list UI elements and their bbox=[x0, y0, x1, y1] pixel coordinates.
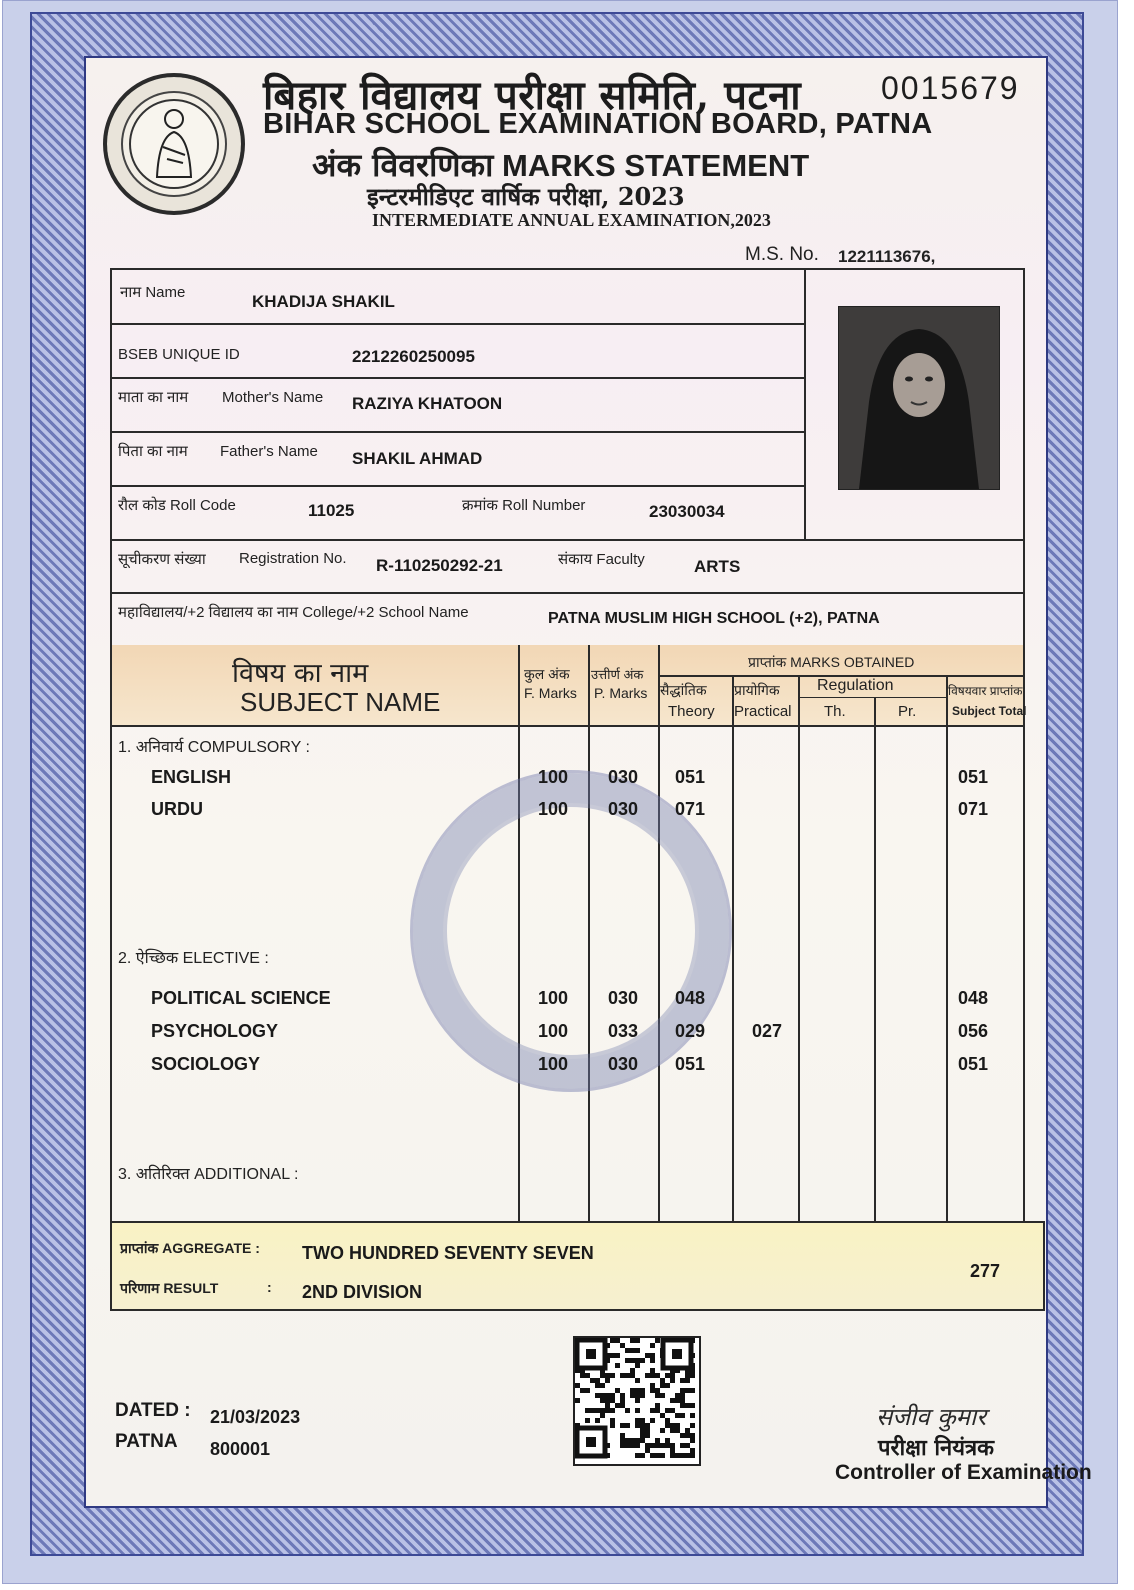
subject-total-cell: 048 bbox=[958, 988, 989, 1008]
subject-pass-cell: 030 bbox=[608, 799, 639, 819]
compulsory-section-label: 1. अनिवार्य COMPULSORY : bbox=[118, 739, 310, 756]
registration-label-hindi: सूचीकरण संख्या bbox=[118, 551, 206, 568]
uid-value: 2212260250095 bbox=[352, 347, 475, 366]
subject-total-cell: 056 bbox=[958, 1021, 989, 1041]
faculty-label: संकाय Faculty bbox=[558, 551, 645, 568]
regulation-practical-header: Pr. bbox=[898, 703, 917, 720]
controller-title-hindi: परीक्षा नियंत्रक bbox=[878, 1435, 995, 1461]
subject-pass-cell: 030 bbox=[608, 1054, 639, 1074]
subject-header-english: SUBJECT NAME bbox=[240, 687, 441, 717]
subject-full-cell: 100 bbox=[538, 767, 569, 787]
date-value: 21/03/2023 bbox=[210, 1407, 301, 1427]
controller-title-english: Controller of Examination bbox=[835, 1461, 1092, 1484]
practical-header-hindi: प्रायोगिक bbox=[734, 682, 780, 698]
subject-theory-cell: 051 bbox=[675, 767, 706, 787]
subject-name-cell: POLITICAL SCIENCE bbox=[151, 988, 331, 1008]
exam-title-english: INTERMEDIATE ANNUAL EXAMINATION,2023 bbox=[372, 210, 771, 230]
subject-full-cell: 100 bbox=[538, 1054, 569, 1074]
pass-marks-header-english: P. Marks bbox=[594, 685, 648, 701]
faculty-value: ARTS bbox=[694, 557, 741, 576]
subject-full-cell: 100 bbox=[538, 799, 569, 819]
ms-no-value: 1221113676, bbox=[838, 247, 936, 266]
subject-total-header-hindi: विषयवार प्राप्तांक bbox=[948, 684, 1023, 698]
subject-pass-cell: 030 bbox=[608, 767, 639, 787]
mother-label-english: Mother's Name bbox=[222, 389, 324, 406]
subject-theory-cell: 071 bbox=[675, 799, 706, 819]
qr-code bbox=[573, 1336, 701, 1466]
place-label: PATNA bbox=[115, 1431, 178, 1452]
theory-header-hindi: सैद्धांतिक bbox=[660, 682, 707, 698]
subject-name-cell: SOCIOLOGY bbox=[151, 1054, 261, 1074]
full-marks-header-hindi: कुल अंक bbox=[524, 666, 570, 682]
subject-pass-cell: 030 bbox=[608, 988, 639, 1008]
marks-obtained-header: प्राप्तांक MARKS OBTAINED bbox=[748, 654, 915, 670]
subject-full-cell: 100 bbox=[538, 1021, 569, 1041]
college-name: PATNA MUSLIM HIGH SCHOOL (+2), PATNA bbox=[548, 610, 880, 627]
subject-theory-cell: 048 bbox=[675, 988, 706, 1008]
regulation-theory-header: Th. bbox=[824, 703, 846, 720]
board-seal-logo bbox=[103, 73, 245, 215]
ms-no-label: M.S. No. bbox=[745, 244, 819, 265]
subject-name-cell: ENGLISH bbox=[151, 767, 232, 787]
result-label: परिणाम RESULT bbox=[120, 1280, 219, 1296]
uid-label: BSEB UNIQUE ID bbox=[118, 346, 240, 363]
full-marks-header-english: F. Marks bbox=[524, 685, 577, 701]
subject-full-cell: 100 bbox=[538, 988, 569, 1008]
registration-number: R-110250292-21 bbox=[376, 556, 503, 575]
student-name: KHADIJA SHAKIL bbox=[252, 292, 395, 311]
mother-name: RAZIYA KHATOON bbox=[352, 394, 503, 413]
dated-label: DATED : bbox=[115, 1400, 191, 1421]
aggregate-words: TWO HUNDRED SEVENTY SEVEN bbox=[302, 1243, 594, 1263]
practical-header-english: Practical bbox=[734, 703, 792, 720]
subject-header-hindi: विषय का नाम bbox=[232, 658, 369, 689]
father-name: SHAKIL AHMAD bbox=[352, 449, 483, 468]
theory-header-english: Theory bbox=[668, 703, 715, 720]
subject-practical-cell: 027 bbox=[752, 1021, 783, 1041]
subject-total-cell: 051 bbox=[958, 1054, 989, 1074]
statement-title-english: MARKS STATEMENT bbox=[502, 148, 810, 183]
aggregate-total: 277 bbox=[970, 1261, 1001, 1281]
controller-signature: संजीव कुमार bbox=[876, 1403, 987, 1431]
subject-name-cell: PSYCHOLOGY bbox=[151, 1021, 279, 1041]
aggregate-label: प्राप्तांक AGGREGATE : bbox=[120, 1240, 260, 1256]
elective-section-label: 2. ऐच्छिक ELECTIVE : bbox=[118, 950, 269, 967]
statement-title-hindi: अंक विवरणिका bbox=[312, 146, 494, 184]
subject-total-header-english: Subject Total bbox=[952, 704, 1027, 718]
aggregate-box bbox=[110, 1221, 1045, 1311]
roll-number-label: क्रमांक Roll Number bbox=[462, 497, 586, 514]
subject-theory-cell: 051 bbox=[675, 1054, 706, 1074]
father-label-hindi: पिता का नाम bbox=[118, 443, 188, 460]
result-value: 2ND DIVISION bbox=[302, 1282, 423, 1302]
result-colon: : bbox=[267, 1279, 272, 1295]
subject-pass-cell: 033 bbox=[608, 1021, 639, 1041]
exam-title-hindi: इन्टरमीडिएट वार्षिक परीक्षा, 2023 bbox=[367, 182, 685, 211]
pass-marks-header-hindi: उत्तीर्ण अंक bbox=[591, 667, 644, 682]
subject-theory-cell: 029 bbox=[675, 1021, 706, 1041]
registration-label-english: Registration No. bbox=[239, 550, 347, 567]
father-label-english: Father's Name bbox=[220, 443, 318, 460]
board-title-english: BIHAR SCHOOL EXAMINATION BOARD, PATNA bbox=[263, 108, 933, 140]
subject-total-cell: 051 bbox=[958, 767, 989, 787]
board-title-hindi: बिहार विद्यालय परीक्षा समिति, पटना bbox=[263, 72, 802, 119]
roll-code-value: 11025 bbox=[308, 501, 355, 520]
name-label: नाम Name bbox=[120, 284, 186, 301]
regulation-header: Regulation bbox=[817, 677, 894, 694]
roll-number-value: 23030034 bbox=[649, 502, 725, 521]
serial-number: 0015679 bbox=[881, 70, 1020, 106]
pin-code: 800001 bbox=[210, 1439, 271, 1459]
student-photo bbox=[838, 306, 1000, 490]
mother-label-hindi: माता का नाम bbox=[118, 389, 189, 406]
college-label: महाविद्यालय/+2 विद्यालय का नाम College/+2 School Name bbox=[118, 604, 469, 621]
additional-section-label: 3. अतिरिक्त ADDITIONAL : bbox=[118, 1166, 299, 1183]
subject-name-cell: URDU bbox=[151, 799, 203, 819]
roll-code-label: रौल कोड Roll Code bbox=[118, 497, 236, 514]
subject-total-cell: 071 bbox=[958, 799, 989, 819]
